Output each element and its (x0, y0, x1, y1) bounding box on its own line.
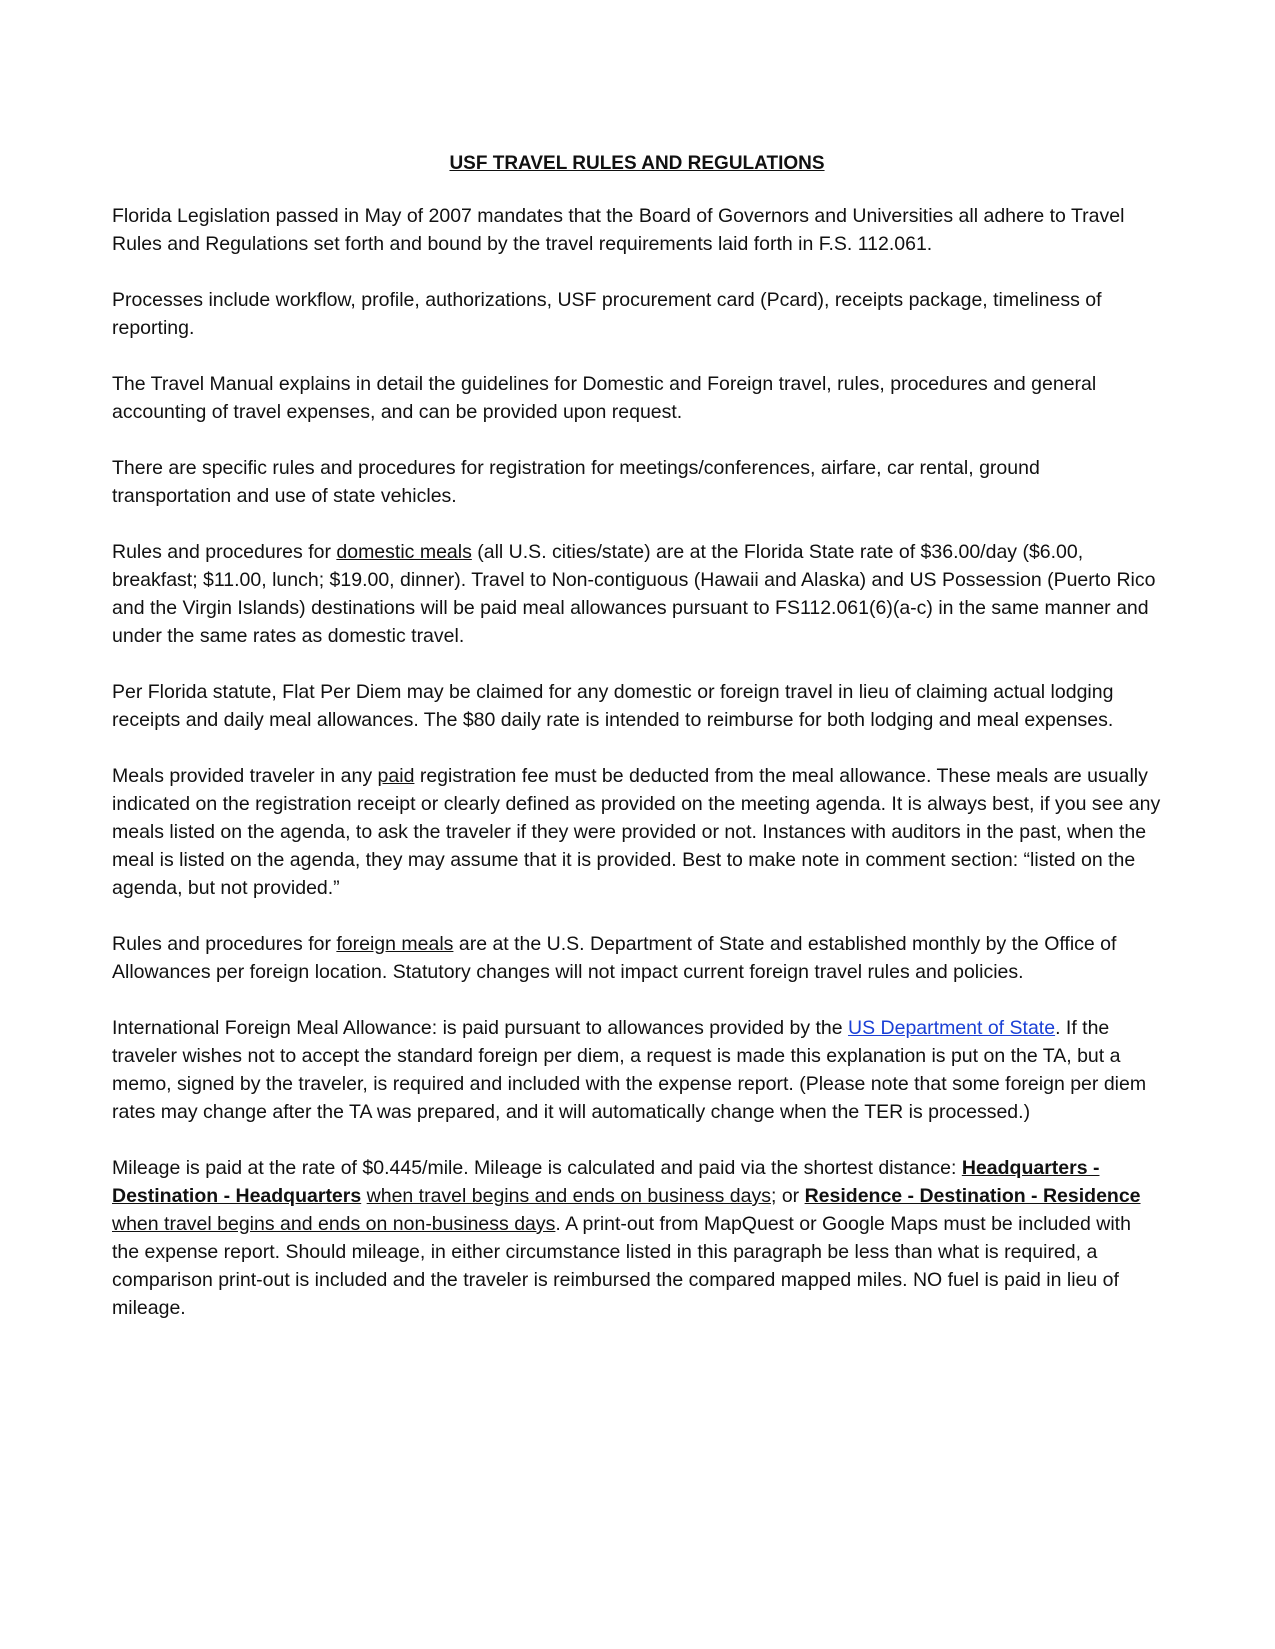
paragraph-flat-per-diem: Per Florida statute, Flat Per Diem may be claimed for any domestic or foreign travel in lieu of claiming actual lodging receipts and daily meal allowances. The $80 daily rate is intended to reimburse for both lodging and meal expenses. (112, 681, 1114, 731)
text-segment: registration fee must be deducted from the meal allowance. These meals are usually indicated on the registration receipt or clearly defined as provided on the meeting agenda. It is always best, if you see any meals listed on the agenda, to ask the traveler if they were provided or not. Instances with auditors in the past, when the meal is listed on the agenda, they may assume that it is provided. Best to make note in comment section: “listed on the agenda, but not provided.” (112, 765, 1161, 899)
paragraph-processes: Processes include workflow, profile, authorizations, USF procurement card (Pcard), receipts package, timeliness of reporting. (112, 289, 1102, 339)
text-segment: Mileage is paid at the rate of $0.445/mile. Mileage is calculated and paid via the shortest distance: (112, 1157, 962, 1179)
business-days-condition: when travel begins and ends on business days (366, 1185, 771, 1207)
paid-term: paid (377, 765, 415, 787)
paragraph-international-allowance (112, 1014, 1162, 1126)
text-segment: International Foreign Meal Allowance: is paid pursuant to allowances provided by the (112, 1017, 849, 1039)
domestic-meals-term: domestic meals (336, 541, 472, 563)
paragraph-meals-provided (112, 762, 1162, 902)
us-department-of-state-link[interactable]: US Department of State (848, 1017, 1056, 1039)
paragraph-legislation: Florida Legislation passed in May of 2007 mandates that the Board of Governors and Universities all adhere to Travel Rules and Regulations set forth and bound by the travel requirements laid forth in F.S. 112.061. (112, 205, 1125, 255)
paragraph-travel-manual: The Travel Manual explains in detail the guidelines for Domestic and Foreign travel, rules, procedures and general accounting of travel expenses, and can be provided upon request. (112, 373, 1097, 423)
text-segment: Rules and procedures for (112, 541, 337, 563)
document-page (112, 150, 1162, 1350)
page-title: USF TRAVEL RULES AND REGULATIONS (449, 153, 825, 174)
headquarters-route: Headquarters - Destination - Headquarters (112, 1157, 1100, 1207)
text-segment: Meals provided traveler in any (112, 765, 378, 787)
paragraph-foreign-meals (112, 930, 1162, 986)
text-segment: . If the traveler wishes not to accept the standard foreign per diem, a request is made this explanation is put on the TA, but a memo, signed by the traveler, is required and included with the expense report. (Please note that some foreign per diem rates may change after the TA was prepared, and it will automatically change when the TER is processed.) (112, 1017, 1147, 1123)
paragraph-specific-rules: There are specific rules and procedures for registration for meetings/conferences, airfare, car rental, ground transportation and use of state vehicles. (112, 457, 1040, 507)
paragraph-domestic-meals (112, 538, 1162, 650)
text-segment: (all U.S. cities/state) are at the Florida State rate of $36.00/day ($6.00, breakfast; $11.00, lunch; $19.00, dinner). Travel to Non-contiguous (Hawaii and Alaska) and US Possession (Puerto Rico and the Virgin Islands) destinations will be paid meal allowances pursuant to FS112.061(6)(a-c) in the same manner and under the same rates as domestic travel. (112, 541, 1156, 647)
residence-route: Residence - Destination - Residence (804, 1185, 1141, 1207)
paragraph-mileage (112, 1154, 1162, 1322)
text-segment: are at the U.S. Department of State and established monthly by the Office of Allowances per foreign location. Statutory changes will not impact current foreign travel rules and policies. (112, 933, 1117, 983)
text-segment: . A print-out from MapQuest or Google Maps must be included with the expense report. Should mileage, in either circumstance listed in this paragraph be less than what is required, a comparison print-out is included and the traveler is reimbursed the compared mapped miles. NO fuel is paid in lieu of mileage. (112, 1213, 1131, 1319)
text-segment: ; or (771, 1185, 805, 1207)
non-business-days-condition: when travel begins and ends on non-business days (112, 1213, 556, 1235)
text-segment: Rules and procedures for (112, 933, 337, 955)
foreign-meals-term: foreign meals (336, 933, 454, 955)
